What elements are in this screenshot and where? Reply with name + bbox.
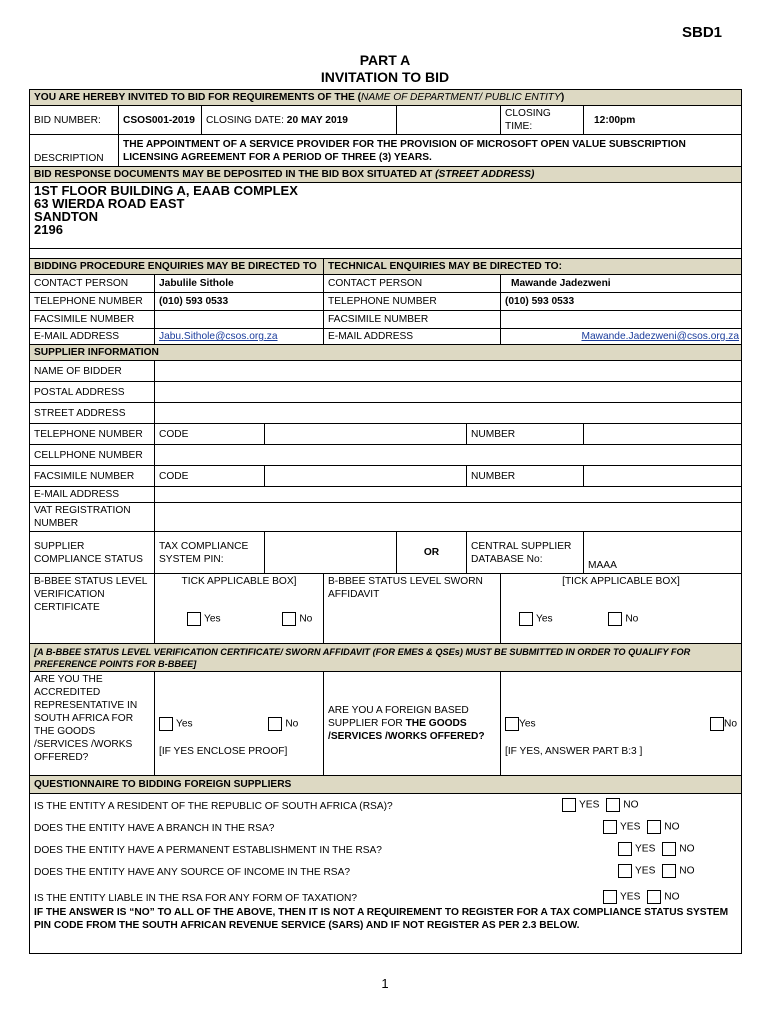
telephone-blank-field[interactable] [265, 424, 467, 445]
question-row [34, 822, 737, 844]
csd-field[interactable]: MAAA [584, 532, 742, 574]
tick-box-label-1: TICK APPLICABLE BOX] [181, 576, 297, 587]
label-telephone: TELEPHONE NUMBER [30, 293, 155, 311]
bbbee-affidavit-yes-checkbox[interactable] [519, 612, 533, 626]
label-email-tech: E-MAIL ADDRESS [324, 329, 501, 345]
no-label: No [285, 718, 299, 730]
label-contact-person: CONTACT PERSON [30, 275, 155, 293]
question-text: DOES THE ENTITY HAVE A BRANCH IN THE RSA? [34, 823, 275, 834]
label-cellphone: CELLPHONE NUMBER [30, 445, 155, 466]
technical-enquiries-header: TECHNICAL ENQUIRIES MAY BE DIRECTED TO: [324, 259, 742, 275]
label-csd: CENTRAL SUPPLIER DATABASE No: [467, 532, 584, 574]
bbbee-affidavit-no-checkbox[interactable] [608, 612, 622, 626]
bbbee-affidavit-options [501, 574, 742, 644]
yes-label: YES [635, 865, 656, 877]
label-contact-person-tech: CONTACT PERSON [324, 275, 501, 293]
foreign-no-checkbox[interactable] [710, 717, 724, 731]
fax-number-field[interactable] [584, 466, 742, 487]
label-supplier-fax: FACSIMILE NUMBER [30, 466, 155, 487]
question-text: IS THE ENTITY A RESIDENT OF THE REPUBLIC OF SOUTH AFRICA (RSA)? [34, 801, 393, 812]
question-row [34, 892, 737, 906]
final-note: IF THE ANSWER IS “NO” TO ALL OF THE ABOVE, THEN IT IS NOT A REQUIREMENT TO REGISTER FOR A TAX COMPLIANCE STATUS SYSTEM PIN CODE FROM THE SOUTH AFRICAN REVENUE SERVICE (SARS) AND IF NOT REGISTER AS PER 2.3 BELOW. [34, 907, 729, 931]
label-supplier-email: E-MAIL ADDRESS [30, 487, 155, 503]
q5-yes-checkbox[interactable] [603, 890, 617, 904]
q4-yes-checkbox[interactable] [618, 864, 632, 878]
label-facsimile-tech: FACSIMILE NUMBER [324, 311, 501, 329]
label-postal-address: POSTAL ADDRESS [30, 382, 155, 403]
technical-contact: Mawande Jadezweni [501, 275, 742, 293]
no-label: NO [679, 865, 695, 877]
question-row [34, 844, 737, 866]
closing-time: 12:00pm [584, 106, 742, 135]
vat-field[interactable] [155, 503, 742, 532]
accredited-question: ARE YOU THE ACCREDITED REPRESENTATIVE IN SOUTH AFRICA FOR THE GOODS /SERVICES /WORKS OFFERED? [30, 672, 155, 776]
description: THE APPOINTMENT OF A SERVICE PROVIDER FOR THE PROVISION OF MICROSOFT OPEN VALUE SUBSCRIPTION LICENSING AGREEMENT FOR A PERIOD OF THREE (3) YEARS. [119, 135, 742, 167]
foreign-question: ARE YOU A FOREIGN BASED SUPPLIER FOR THE GOODS /SERVICES /WORKS OFFERED? [324, 672, 501, 776]
bid-number-label: BID NUMBER: [30, 106, 119, 135]
document-code: SBD1 [681, 24, 722, 41]
closing-date: CLOSING DATE: 20 MAY 2019 [202, 106, 397, 135]
label-facsimile: FACSIMILE NUMBER [30, 311, 155, 329]
or-label: OR [397, 532, 467, 574]
fax-blank-field[interactable] [265, 466, 467, 487]
bbbee-cert-yes-checkbox[interactable] [187, 612, 201, 626]
no-label: NO [623, 799, 639, 811]
accredited-options [155, 672, 324, 776]
bidding-contact: Jabulile Sithole [155, 275, 324, 293]
supplier-info-header: SUPPLIER INFORMATION [30, 345, 742, 361]
no-label: No [299, 613, 313, 625]
tax-pin-field[interactable] [265, 532, 397, 574]
questionnaire-header: QUESTIONNAIRE TO BIDDING FOREIGN SUPPLIERS [30, 776, 742, 794]
no-label: No [724, 718, 738, 730]
cellphone-field[interactable] [155, 445, 742, 466]
no-label: NO [664, 891, 680, 903]
label-supplier-telephone: TELEPHONE NUMBER [30, 424, 155, 445]
no-label: NO [679, 843, 695, 855]
yes-label: YES [635, 843, 656, 855]
q5-no-checkbox[interactable] [647, 890, 661, 904]
page-title [0, 52, 770, 86]
label-bbbee-cert: B-BBEE STATUS LEVEL VERIFICATION CERTIFICATE [30, 574, 155, 644]
yes-label: YES [579, 799, 600, 811]
bidding-fax [155, 311, 324, 329]
street-address-field[interactable] [155, 403, 742, 424]
label-tax-pin: TAX COMPLIANCE SYSTEM PIN: [155, 532, 265, 574]
q3-no-checkbox[interactable] [662, 842, 676, 856]
closing-time-label: CLOSING TIME: [501, 106, 584, 135]
part-label: PART A [359, 52, 411, 68]
invite-row: YOU ARE HEREBY INVITED TO BID FOR REQUIREMENTS OF THE (NAME OF DEPARTMENT/ PUBLIC ENTITY) [30, 90, 742, 106]
label-compliance-status: SUPPLIER COMPLIANCE STATUS [30, 532, 155, 574]
question-text: DOES THE ENTITY HAVE A PERMANENT ESTABLISHMENT IN THE RSA? [34, 845, 382, 856]
name-of-bidder-field[interactable] [155, 361, 742, 382]
foreign-options [501, 672, 742, 776]
yes-label: Yes [204, 613, 221, 625]
bidding-telephone: (010) 593 0533 [155, 293, 324, 311]
q1-no-checkbox[interactable] [606, 798, 620, 812]
blank-cell [397, 106, 501, 135]
bidding-enquiries-header: BIDDING PROCEDURE ENQUIRIES MAY BE DIRECTED TO [30, 259, 324, 275]
tick-box-label-2: [TICK APPLICABLE BOX] [562, 576, 680, 587]
label-street-address: STREET ADDRESS [30, 403, 155, 424]
question-text: IS THE ENTITY LIABLE IN THE RSA FOR ANY FORM OF TAXATION? [34, 893, 358, 904]
bbbee-note: [A B-BBEE STATUS LEVEL VERIFICATION CERTIFICATE/ SWORN AFFIDAVIT (FOR EMES & QSEs) MUST BE SUBMITTED IN ORDER TO QUALIFY FOR PREFERENCE POINTS FOR B-BBEE] [30, 644, 742, 672]
supplier-email-field[interactable] [155, 487, 742, 503]
telephone-code-field[interactable]: CODE [155, 424, 265, 445]
label-bbbee-affidavit: B-BBEE STATUS LEVEL SWORN AFFIDAVIT [324, 574, 501, 644]
label-name-of-bidder: NAME OF BIDDER [30, 361, 155, 382]
description-label: DESCRIPTION [30, 135, 119, 167]
yes-label: YES [620, 891, 641, 903]
bidding-email-link[interactable]: Jabu.Sithole@csos.org.za [155, 329, 324, 345]
technical-fax [501, 311, 742, 329]
bid-box-address: 1ST FLOOR BUILDING A, EAAB COMPLEX 63 WIERDA ROAD EAST SANDTON 2196 [30, 183, 742, 249]
label-vat: VAT REGISTRATION NUMBER [30, 503, 155, 532]
q2-yes-checkbox[interactable] [603, 820, 617, 834]
yes-label: Yes [536, 613, 553, 625]
fax-code-field[interactable]: CODE [155, 466, 265, 487]
questionnaire-body [30, 794, 742, 954]
label-telephone-tech: TELEPHONE NUMBER [324, 293, 501, 311]
q3-yes-checkbox[interactable] [618, 842, 632, 856]
no-label: No [625, 613, 639, 625]
postal-address-field[interactable] [155, 382, 742, 403]
q2-no-checkbox[interactable] [647, 820, 661, 834]
if-yes-partb: [IF YES, ANSWER PART B:3 ] [505, 746, 643, 757]
question-text: DOES THE ENTITY HAVE ANY SOURCE OF INCOME IN THE RSA? [34, 867, 351, 878]
page-number: 1 [381, 976, 389, 991]
bid-number: CSOS001-2019 [119, 106, 202, 135]
technical-telephone: (010) 593 0533 [501, 293, 742, 311]
foreign-yes-checkbox[interactable] [505, 717, 519, 731]
q4-no-checkbox[interactable] [662, 864, 676, 878]
bid-form [29, 89, 742, 954]
fax-number-label: NUMBER [467, 466, 584, 487]
heading: INVITATION TO BID [320, 69, 450, 85]
technical-email-link[interactable]: Mawande.Jadezweni@csos.org.za [501, 329, 742, 345]
yes-label: YES [620, 821, 641, 833]
question-row [34, 866, 737, 888]
yes-label: Yes [176, 718, 193, 730]
q1-yes-checkbox[interactable] [562, 798, 576, 812]
yes-label: Yes [519, 718, 536, 730]
bbbee-cert-no-checkbox[interactable] [282, 612, 296, 626]
label-email: E-MAIL ADDRESS [30, 329, 155, 345]
telephone-number-label: NUMBER [467, 424, 584, 445]
bbbee-cert-options [155, 574, 324, 644]
question-row [34, 800, 737, 822]
accredited-yes-checkbox[interactable] [159, 717, 173, 731]
deposit-row: BID RESPONSE DOCUMENTS MAY BE DEPOSITED IN THE BID BOX SITUATED AT (STREET ADDRESS) [30, 167, 742, 183]
telephone-number-field[interactable] [584, 424, 742, 445]
if-yes-enclose: [IF YES ENCLOSE PROOF] [159, 746, 288, 757]
no-label: NO [664, 821, 680, 833]
accredited-no-checkbox[interactable] [268, 717, 282, 731]
